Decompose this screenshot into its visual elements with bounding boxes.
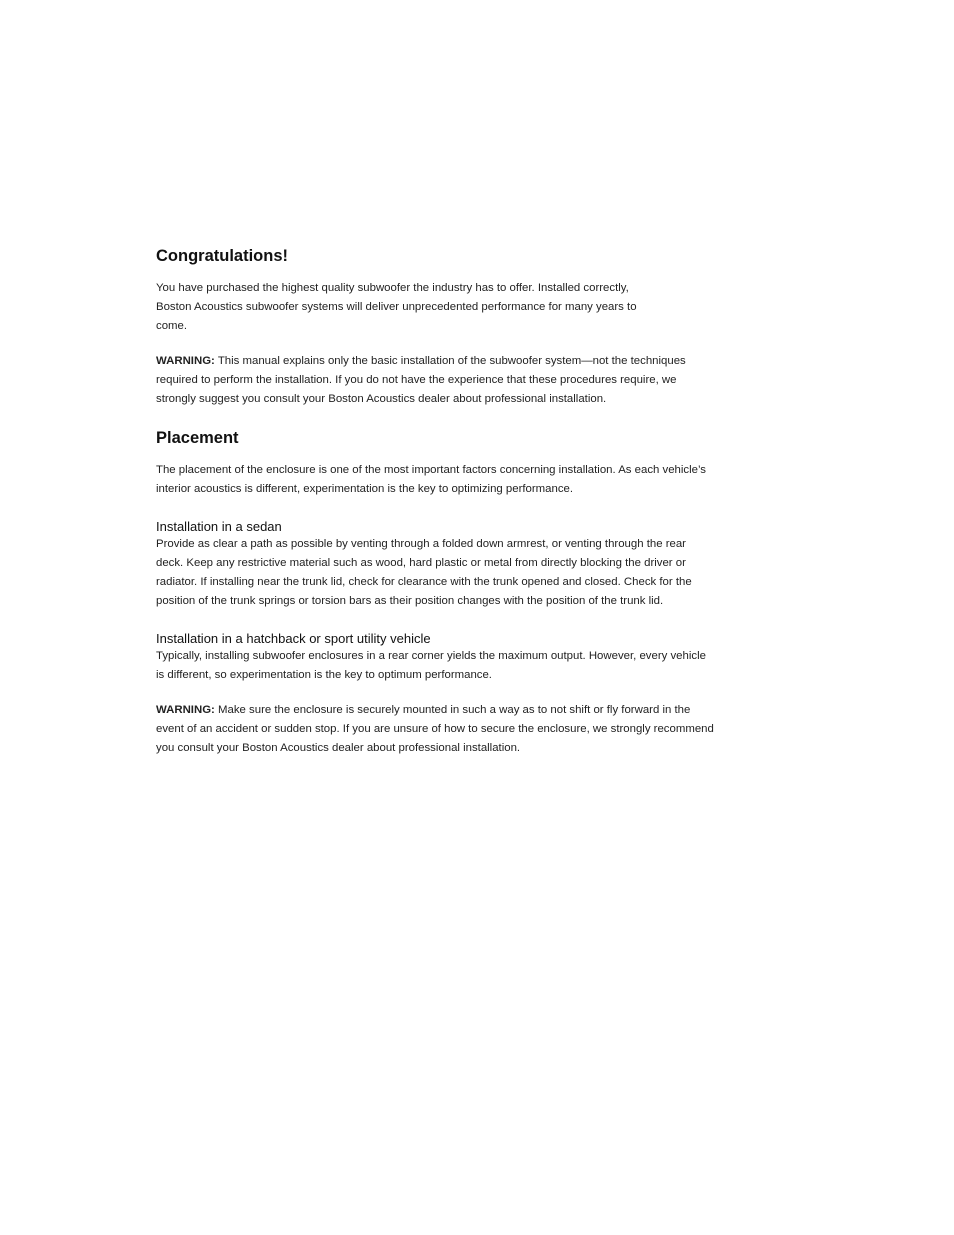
installation-warning: [156, 352, 716, 409]
hatchback-heading: Installation in a hatchback or sport utility vehicle: [156, 631, 431, 646]
placement-intro: The placement of the enclosure is one of the most important factors concerning installation. As each vehicle’s interior acoustics is different, experimentation is the key to optimizing performance.: [156, 464, 707, 495]
hatchback-text: Typically, installing subwoofer enclosures in a rear corner yields the maximum output. However, every vehicle is different, so experimentation is the key to optimum performance.: [156, 650, 706, 681]
warning-text: Make sure the enclosure is securely mounted in such a way as to not shift or fly forward in the event of an accident or sudden stop. If you are unsure of how to secure the enclosure, we strongly recommend you consult your Boston Acoustics dealer about professional installation.: [156, 704, 714, 754]
placement-heading: Placement: [156, 429, 239, 447]
sedan-heading: Installation in a sedan: [156, 519, 282, 534]
warning-text: This manual explains only the basic installation of the subwoofer system—not the techniques required to perform the installation. If you do not have the experience that these procedures require, we strongly suggest you consult your Boston Acoustics dealer about professional installation.: [156, 355, 686, 405]
mounting-warning: [156, 701, 716, 758]
sedan-text: Provide as clear a path as possible by venting through a folded down armrest, or venting through the rear deck. Keep any restrictive material such as wood, hard plastic or metal from directly blocking the driver or radiator. If installing near the trunk lid, check for clearance with the trunk opened and closed. Check for the position of the trunk springs or torsion bars as their position changes with the position of the trunk lid.: [156, 538, 692, 607]
congratulations-heading: Congratulations!: [156, 247, 288, 265]
warning-label: WARNING:: [156, 355, 215, 367]
manual-page: [156, 245, 716, 758]
congratulations-intro: You have purchased the highest quality subwoofer the industry has to offer. Installed correctly, Boston Acoustics subwoofer systems will deliver unprecedented performance for many years to come.: [156, 282, 637, 332]
warning-label: WARNING:: [156, 704, 215, 716]
